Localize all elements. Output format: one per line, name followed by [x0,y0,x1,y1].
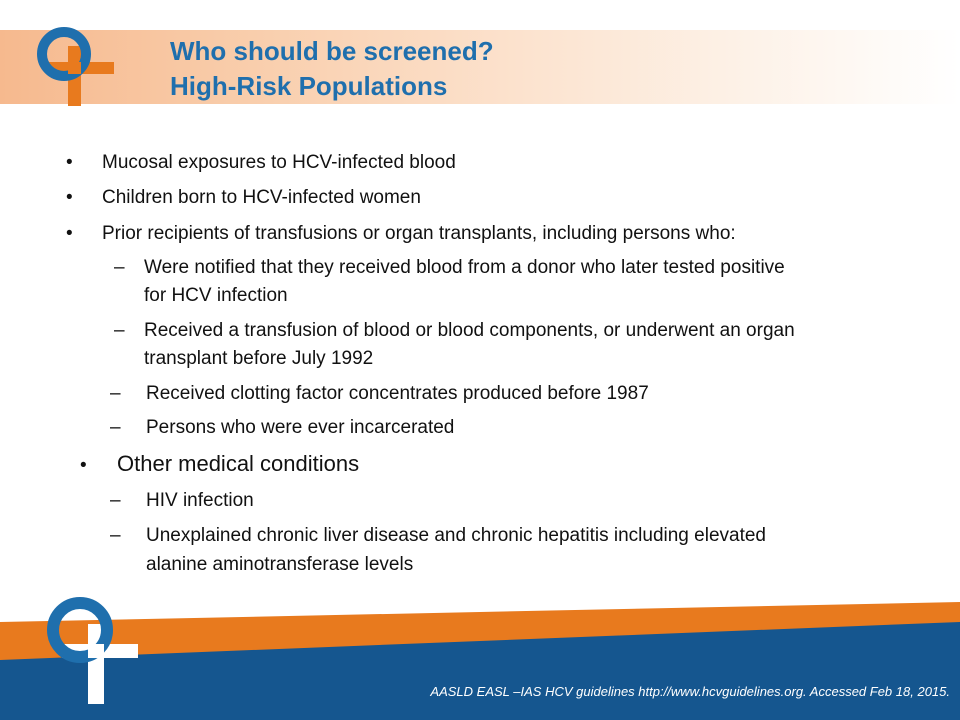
sub-item-line: for HCV infection [144,285,288,306]
sub-item-line: Persons who were ever incarcerated [146,417,455,438]
citation-text: AASLD EASL –IAS HCV guidelines http://www.hcvguidelines.org. Accessed Feb 18, 2015. [430,684,950,699]
dash-mark: – [114,320,125,341]
bullet-item: Prior recipients of transfusions or organ transplants, including persons who: [102,223,736,244]
bullet-mark: • [66,152,73,173]
bullet-mark: • [66,223,73,244]
dash-mark: – [110,525,121,546]
bullet-mark: • [80,455,87,476]
bullet-mark: • [66,187,73,208]
sub-item-line: Unexplained chronic liver disease and chronic hepatitis including elevated [146,525,766,546]
sub-item-line: HIV infection [146,490,254,511]
title-line-1: Who should be screened? [170,36,494,66]
bottom-logo-icon [36,596,140,706]
bullet-item: Other medical conditions [117,451,360,476]
sub-item-line: transplant before July 1992 [144,348,374,369]
sub-item-line: alanine aminotransferase levels [146,554,414,575]
sub-item-line: Received a transfusion of blood or blood components, or underwent an organ [144,320,795,341]
sub-item-line: Were notified that they received blood from a donor who later tested positive [144,257,785,278]
dash-mark: – [110,383,121,404]
title-line-2: High-Risk Populations [170,71,448,101]
dash-mark: – [110,417,121,438]
bullet-item: Mucosal exposures to HCV-infected blood [102,152,456,173]
sub-item-line: Received clotting factor concentrates produced before 1987 [146,383,649,404]
bullet-item: Children born to HCV-infected women [102,187,421,208]
dash-mark: – [114,257,125,278]
dash-mark: – [110,490,121,511]
